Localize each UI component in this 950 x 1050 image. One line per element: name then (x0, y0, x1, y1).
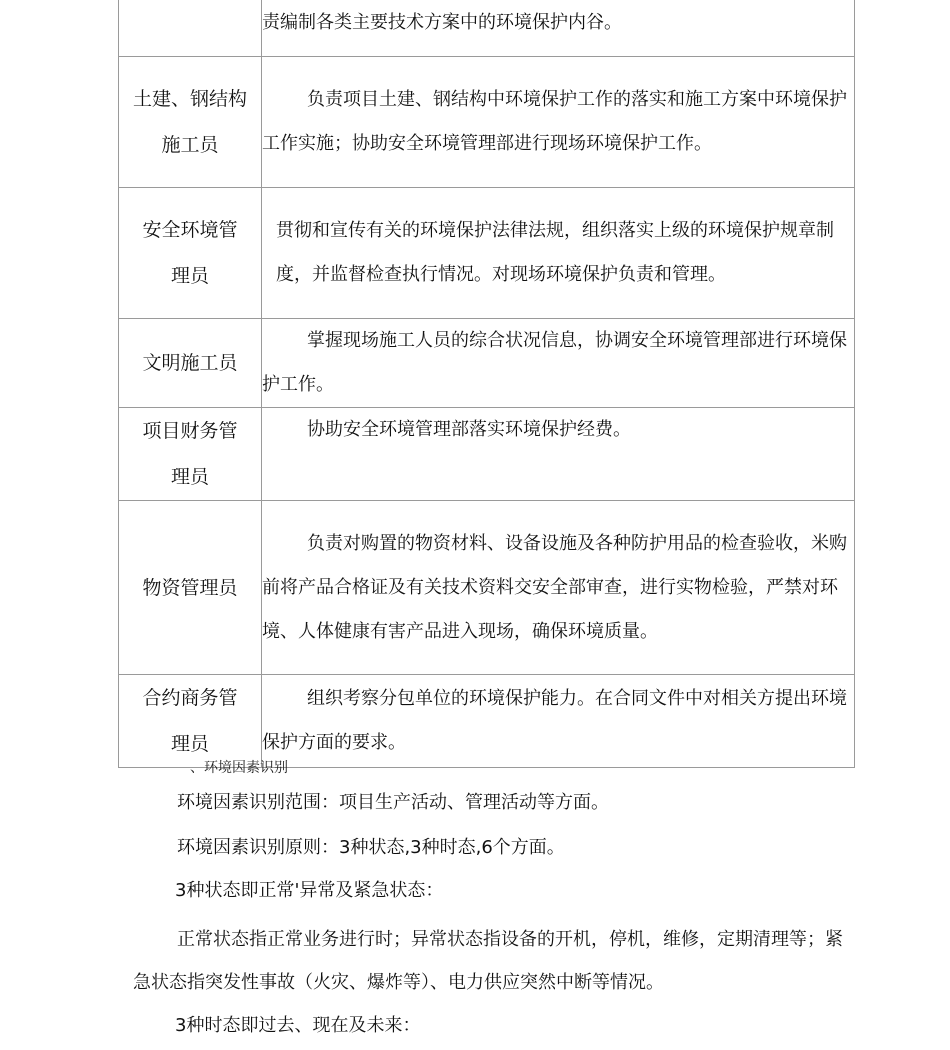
description-cell: 责编制各类主要技术方案中的环境保护内谷。 (262, 0, 855, 57)
role-cell: 安全环境管理员 (119, 188, 262, 319)
table-row (119, 0, 855, 57)
description-cell: 掌握现场施工人员的综合状况信息，协调安全环境管理部进行环境保护工作。 (262, 319, 855, 408)
description-cell: 贯彻和宣传有关的环境保护法律法规，组织落实上级的环境保护规章制度，并监督检查执行情况。对现场环境保护负责和管理。 (262, 188, 855, 319)
description-cell: 协助安全环境管理部落实环境保护经费。 (262, 408, 855, 501)
role-cell: 项目财务管理员 (119, 408, 262, 501)
table-row (119, 408, 855, 501)
role-cell: 文明施工员 (119, 319, 262, 408)
description-cell: 负责对购置的物资材料、设备设施及各种防护用品的检查验收，米购前将产品合格证及有关技术资料交安全部审查，进行实物检验，严禁对环境、人体健康有害产品进入现场，确保环境质量。 (262, 501, 855, 675)
description-cell: 组织考察分包单位的环境保护能力。在合同文件中对相关方提出环境保护方面的要求。 (262, 675, 855, 768)
role-cell (119, 0, 262, 57)
paragraph: 3种时态即过去、现在及未来： (175, 1015, 421, 1036)
description-cell: 负责项目土建、钢结构中环境保护工作的落实和施工方案中环境保护工作实施；协助安全环境管理部进行现场环境保护工作。 (262, 57, 855, 188)
table-row (119, 501, 855, 675)
table-row (119, 319, 855, 408)
paragraph: 正常状态指正常业务进行时；异常状态指设备的开机，停机，维修，定期清理等；紧急状态指突发性事故（火灾、爆炸等）、电力供应突然中断等情况。 (133, 929, 843, 993)
role-cell: 合约商务管理员 (119, 675, 262, 768)
table-row (119, 57, 855, 188)
table-row (119, 188, 855, 319)
paragraph: 环境因素识别原则：3种状态,3种时态,6个方面。 (177, 837, 565, 858)
responsibility-table (118, 0, 855, 768)
table-row (119, 675, 855, 768)
section-heading: 、环境因素识别 (190, 760, 288, 776)
paragraph: 3种状态即正常'异常及紧急状态： (175, 880, 444, 901)
role-cell: 物资管理员 (119, 501, 262, 675)
paragraph: 环境因素识别范围：项目生产活动、管理活动等方面。 (177, 792, 609, 813)
role-cell: 土建、钢结构施工员 (119, 57, 262, 188)
